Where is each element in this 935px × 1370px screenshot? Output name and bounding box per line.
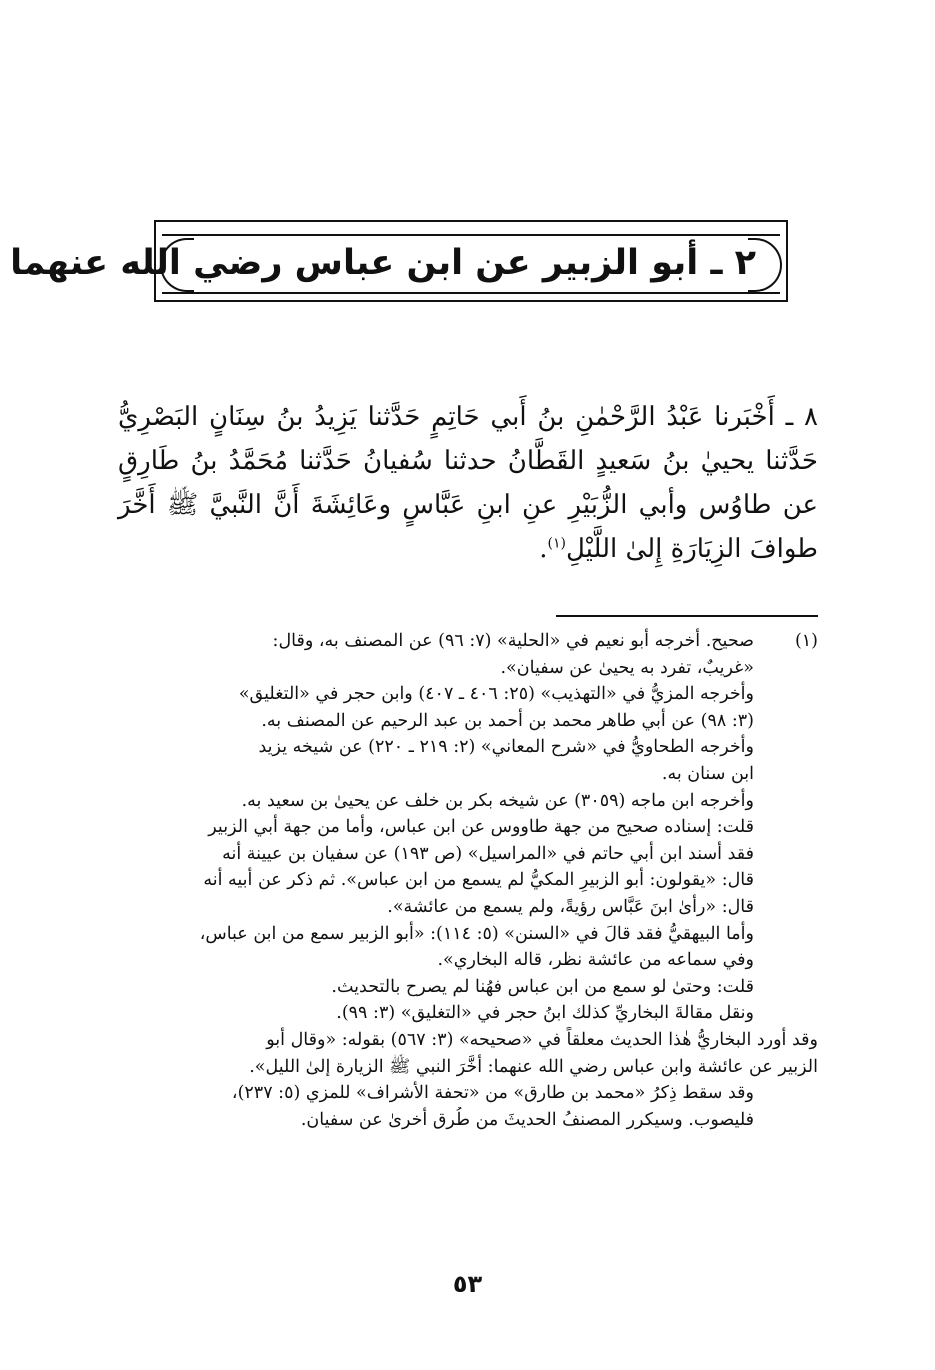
footnote-line: قال: «رأىٰ ابنَ عَبَّاس رؤيةً، ولم يسمع من عائشة».: [387, 896, 754, 917]
footnote-line: قلت: إسناده صحيح من جهة طاووس عن ابن عباس، وأما من جهة أبي الزبير: [208, 817, 754, 838]
hadith-end-punctuation: .: [539, 534, 548, 564]
footnote-line: قال: «يقولون: أبو الزبيرِ المكيُّ لم يسمع من ابن عباس». ثم ذكر عن أبيه أنه: [203, 870, 754, 891]
chapter-heading-frame: [10, 220, 788, 302]
footnote-1: [118, 628, 818, 1133]
footnote-line: فقد أسند ابن أبي حاتم في «المراسيل» (ص ١٩٣) عن سفيان بن عيينة أنه: [222, 843, 754, 864]
footnote-separator: [556, 615, 818, 617]
footnote-line: قلت: وحتىٰ لو سمع من ابن عباس فهُنا لم يصرح بالتحديث.: [331, 976, 754, 997]
footnote-line: (٣: ٩٨) عن أبي طاهر محمد بن أحمد بن عبد الرحيم عن المصنف به.: [261, 710, 754, 731]
footnote-line: الزبير عن عائشة وابن عباس رضي الله عنهما: أَخَّرَ النبي ﷺ الزيارة إلىٰ الليل».: [249, 1056, 818, 1077]
footnote-line: ابن سنان به.: [661, 763, 754, 784]
footnote-line: «غريبٌ، تفرد به يحيىٰ عن سفيان».: [500, 657, 754, 678]
footnotes-block: [118, 628, 818, 1133]
footnote-line: فليصوب. وسيكرر المصنفُ الحديثَ من طُرق أخرىٰ عن سفيان.: [300, 1109, 754, 1130]
footnote-line: وقد سقط ذِكرُ «محمد بن طارق» من «تحفة الأشراف» للمزي (٥: ٢٣٧)،: [231, 1083, 754, 1104]
page-number: ٥٣: [452, 1270, 483, 1298]
footnote-line: وفي سماعه من عائشة نظر، قاله البخاري».: [437, 950, 754, 971]
footnote-line: ونقل مقالةَ البخاريِّ كذلك ابنُ حجر في «التغليق» (٣: ٩٩).: [336, 1003, 754, 1024]
footnote-line: وأخرجه المزيُّ في «التهذيب» (٢٥: ٤٠٦ ـ ٤٠٧) وابن حجر في «التغليق»: [238, 684, 754, 705]
footnote-number: (١): [794, 631, 818, 651]
footnote-line: وقد أورد البخاريُّ هٰذا الحديث معلقاً في «صحيحه» (٣: ٥٦٧) بقوله: «وقال أبو: [266, 1029, 818, 1050]
footnote-line: وأخرجه ابن ماجه (٣٠٥٩) عن شيخه بكر بن خلف عن يحيىٰ بن سعيد به.: [241, 790, 754, 811]
footnote-line: وأما البيهقيُّ فقد قالَ في «السنن» (٥: ١١٤): «أبو الزبير سمع من ابن عباس،: [199, 923, 754, 944]
chapter-heading: ٢ ـ أبو الزبير عن ابن عباس رضي الله عنهما: [10, 243, 756, 283]
footnote-line: وأخرجه الطحاويُّ في «شرح المعاني» (٢: ٢١٩ ـ ٢٢٠) عن شيخه يزيد: [258, 737, 754, 758]
footnote-reference: (١): [547, 535, 566, 552]
footnote-line: صحيح. أخرجه أبو نعيم في «الحلية» (٧: ٩٦) عن المصنف به، وقال:: [272, 631, 754, 651]
hadith-text: ٨ ـ أَخْبَرنا عَبْدُ الرَّحْمٰنِ بنُ أَبي حَاتِمٍ حَدَّثنا يَزِيدُ بنُ سِنَانٍ البَصْرِيُّ حَدَّثنا يحييٰ بنُ سَعيدٍ القَطَّانُ حدثنا سُفيانُ حَدَّثنا مُحَمَّدُ بنُ طَارِقٍ عن طاوُس وأبي الزُّبَيْرِ عنِ ابنِ عَبَّاسٍ وعَائِشَةَ أَنَّ النَّبيَّ ﷺ أَخَّرَ طوافَ الزِيَارَةِ إِلىٰ اللَّيْلِ: [118, 402, 818, 564]
hadith-text-block: [118, 395, 818, 571]
